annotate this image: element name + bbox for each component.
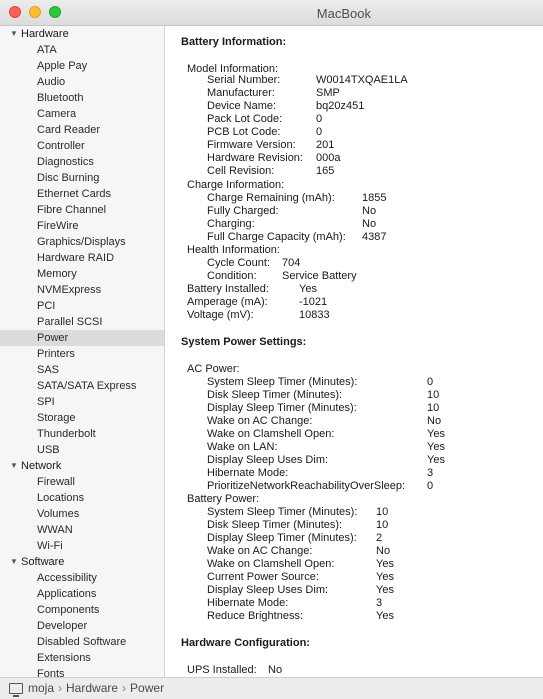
health-info-value: 704 [282,257,301,269]
ac-power-value: 3 [427,467,434,479]
charge-info-label: Fully Charged: [207,205,279,217]
charge-info-value: 4387 [362,231,387,243]
sidebar-item-extensions[interactable]: Extensions [37,652,91,664]
charge-info-label: Full Charge Capacity (mAh): [207,231,346,243]
sidebar-item-firewall[interactable]: Firewall [37,476,75,488]
battery-power-label: Battery Power: [187,493,260,505]
sidebar-item-storage[interactable]: Storage [37,412,76,424]
charge-information-label: Charge Information: [187,179,285,191]
sidebar-item-audio[interactable]: Audio [37,76,66,88]
sidebar-group-label: Network [21,460,62,472]
sidebar-item-controller[interactable]: Controller [37,140,85,152]
health-info-label: Condition: [207,270,257,282]
close-button[interactable] [9,6,21,18]
model-info-value: W0014TXQAE1LA [316,74,408,86]
system-power-settings-heading: System Power Settings: [181,336,307,348]
model-info-value: 0 [316,126,323,138]
minimize-button[interactable] [29,6,41,18]
sidebar-item-nvmexpress[interactable]: NVMExpress [37,284,102,296]
disclosure-triangle-icon[interactable]: ▼ [10,557,18,566]
ac-power-label: Wake on Clamshell Open: [207,428,335,440]
battery-misc-label: Amperage (mA): [187,296,268,308]
sidebar-item-camera[interactable]: Camera [37,108,77,120]
sidebar-item-fibre-channel[interactable]: Fibre Channel [37,204,107,216]
battery-power-value: Yes [376,558,394,570]
sidebar-item-ata[interactable]: ATA [37,44,57,56]
disclosure-triangle-icon[interactable]: ▼ [10,461,18,470]
battery-power-value: Yes [376,571,394,583]
health-information-label: Health Information: [187,244,280,256]
detail-pane[interactable] [166,26,543,677]
battery-power-value: 3 [376,597,383,609]
breadcrumb-item[interactable]: Hardware [66,681,119,695]
model-info-value: 201 [316,139,335,151]
sidebar-item-accessibility[interactable]: Accessibility [37,572,97,584]
sidebar-item-bluetooth[interactable]: Bluetooth [37,92,84,104]
model-information-label: Model Information: [187,63,279,75]
charge-info-label: Charge Remaining (mAh): [207,192,335,204]
model-info-value: 165 [316,165,335,177]
title-bar [0,0,543,26]
sidebar-item-printers[interactable]: Printers [37,348,75,360]
battery-misc-label: Battery Installed: [187,283,269,295]
computer-icon [9,683,23,694]
breadcrumb-item[interactable]: Power [130,681,165,695]
sidebar-item-memory[interactable]: Memory [37,268,77,280]
window-title: MacBook [316,6,371,21]
battery-misc-value: -1021 [299,296,328,308]
battery-power-label: Current Power Source: [207,571,319,583]
sidebar-item-parallel-scsi[interactable]: Parallel SCSI [37,316,103,328]
sidebar-item-fonts[interactable]: Fonts [37,668,65,677]
ac-power-value: Yes [427,454,445,466]
sidebar-group-hardware[interactable] [0,26,164,42]
sidebar-item-sata-sata-express[interactable]: SATA/SATA Express [37,380,137,392]
ac-power-label: PrioritizeNetworkReachabilityOverSleep: [207,480,406,492]
model-info-label: Cell Revision: [207,165,275,177]
model-info-value: 000a [316,152,341,164]
model-info-label: Pack Lot Code: [207,113,283,125]
model-info-label: PCB Lot Code: [207,126,281,138]
sidebar-item-thunderbolt[interactable]: Thunderbolt [37,428,96,440]
breadcrumb-item[interactable]: moja [28,681,55,695]
ups-installed-value: No [268,664,283,676]
battery-power-label: Wake on AC Change: [207,545,313,557]
sidebar-item-developer[interactable]: Developer [37,620,88,632]
battery-power-value: 10 [376,506,389,518]
health-info-label: Cycle Count: [207,257,270,269]
disclosure-triangle-icon[interactable]: ▼ [10,29,18,38]
sidebar-item-hardware-raid[interactable]: Hardware RAID [37,252,115,264]
ac-power-label: Display Sleep Uses Dim: [207,454,329,466]
ac-power-value: 0 [427,376,434,388]
charge-info-value: No [362,205,377,217]
sidebar-item-disc-burning[interactable]: Disc Burning [37,172,100,184]
sidebar-item-spi[interactable]: SPI [37,396,55,408]
sidebar-item-wwan[interactable]: WWAN [37,524,73,536]
ac-power-value: 0 [427,480,434,492]
battery-power-value: 2 [376,532,383,544]
battery-power-label: System Sleep Timer (Minutes): [207,506,358,518]
health-info-value: Service Battery [282,270,357,282]
battery-misc-label: Voltage (mV): [187,309,254,321]
ac-power-value: Yes [427,428,445,440]
battery-power-label: Display Sleep Uses Dim: [207,584,329,596]
charge-info-label: Charging: [207,218,255,230]
model-info-label: Firmware Version: [207,139,296,151]
model-info-label: Hardware Revision: [207,152,303,164]
sidebar-item-sas[interactable]: SAS [37,364,60,376]
sidebar-item-applications[interactable]: Applications [37,588,97,600]
model-info-value: bq20z451 [316,100,365,112]
ac-power-label: Hibernate Mode: [207,467,289,479]
ac-power-label: Disk Sleep Timer (Minutes): [207,389,343,401]
ac-power-label: System Sleep Timer (Minutes): [207,376,358,388]
sidebar[interactable] [0,26,165,677]
breadcrumb [28,678,164,699]
battery-information-heading: Battery Information: [181,36,287,48]
model-info-label: Manufacturer: [207,87,275,99]
battery-power-label: Display Sleep Timer (Minutes): [207,532,357,544]
zoom-button[interactable] [49,6,61,18]
battery-power-value: No [376,545,391,557]
battery-power-label: Hibernate Mode: [207,597,289,609]
sidebar-item-power[interactable]: Power [0,330,164,346]
battery-power-label: Reduce Brightness: [207,610,303,622]
sidebar-item-volumes[interactable]: Volumes [37,508,80,520]
sidebar-item-locations[interactable]: Locations [37,492,85,504]
chevron-right-icon: › [58,681,63,695]
battery-misc-value: Yes [299,283,317,295]
sidebar-group-software[interactable] [0,554,164,570]
sidebar-group-network[interactable] [0,458,164,474]
sidebar-item-diagnostics[interactable]: Diagnostics [37,156,94,168]
sidebar-group-label: Software [21,556,65,568]
battery-power-value: 10 [376,519,389,531]
sidebar-item-apple-pay[interactable]: Apple Pay [37,60,88,72]
ac-power-label: Display Sleep Timer (Minutes): [207,402,357,414]
sidebar-item-card-reader[interactable]: Card Reader [37,124,100,136]
charge-info-value: 1855 [362,192,387,204]
sidebar-item-disabled-software[interactable]: Disabled Software [37,636,127,648]
sidebar-group-label: Hardware [21,28,69,40]
sidebar-item-wi-fi[interactable]: Wi-Fi [37,540,63,552]
battery-misc-value: 10833 [299,309,330,321]
charge-info-value: No [362,218,377,230]
sidebar-item-pci[interactable]: PCI [37,300,56,312]
sidebar-item-firewire[interactable]: FireWire [37,220,79,232]
sidebar-item-ethernet-cards[interactable]: Ethernet Cards [37,188,111,200]
hardware-configuration-heading: Hardware Configuration: [181,637,310,649]
battery-power-value: Yes [376,584,394,596]
battery-power-value: Yes [376,610,394,622]
ac-power-value: 10 [427,389,440,401]
ac-power-value: Yes [427,441,445,453]
sidebar-item-graphics-displays[interactable]: Graphics/Displays [37,236,126,248]
ac-power-label: Wake on AC Change: [207,415,313,427]
ups-installed-label: UPS Installed: [187,664,257,676]
model-info-label: Serial Number: [207,74,281,86]
sidebar-item-usb[interactable]: USB [37,444,60,456]
sidebar-item-components[interactable]: Components [37,604,100,616]
battery-power-label: Wake on Clamshell Open: [207,558,335,570]
ac-power-value: No [427,415,442,427]
chevron-right-icon: › [122,681,127,695]
status-bar [0,677,543,699]
model-info-label: Device Name: [207,100,277,112]
model-info-value: 0 [316,113,323,125]
model-info-value: SMP [316,87,340,99]
ac-power-value: 10 [427,402,440,414]
battery-power-label: Disk Sleep Timer (Minutes): [207,519,343,531]
ac-power-label: AC Power: [187,363,240,375]
ac-power-label: Wake on LAN: [207,441,278,453]
